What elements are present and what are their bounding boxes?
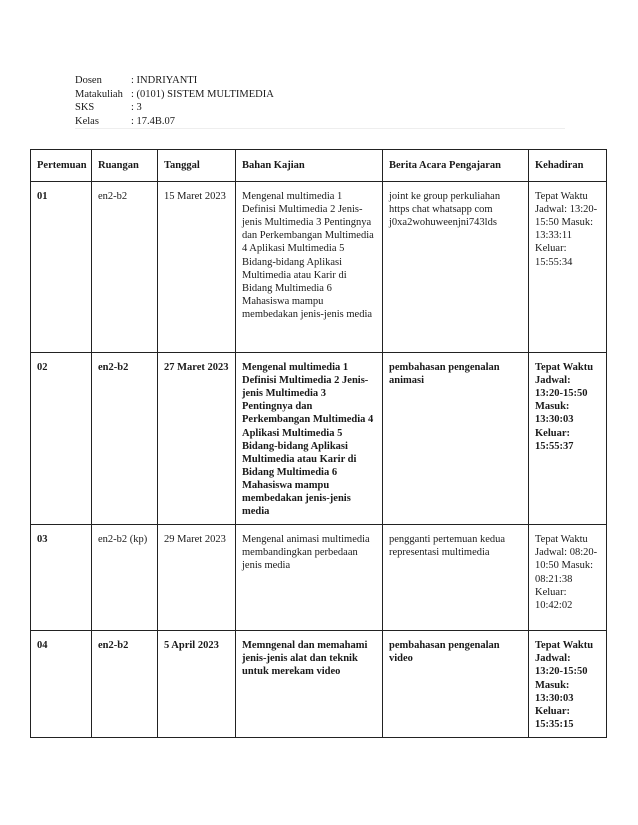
cell-berita-acara: pembahasan pengenalan animasi	[383, 353, 529, 525]
cell-tanggal: 5 April 2023	[158, 631, 236, 738]
header-tanggal: Tanggal	[158, 150, 236, 182]
matakuliah-label: Matakuliah	[75, 88, 123, 100]
cell-ruangan: en2-b2	[92, 182, 158, 353]
cell-bahan-kajian: Mengenal animasi multimedia membandingkan perbedaan jenis media	[236, 525, 383, 631]
info-dosen	[75, 74, 274, 88]
header-berita-acara: Berita Acara Pengajaran	[383, 150, 529, 182]
cell-kehadiran: Tepat Waktu Jadwal: 13:20-15:50 Masuk: 13:30:03 Keluar: 15:55:37	[529, 353, 607, 525]
header-bahan-kajian: Bahan Kajian	[236, 150, 383, 182]
divider	[75, 128, 565, 129]
header-pertemuan: Pertemuan	[31, 150, 92, 182]
cell-ruangan: en2-b2	[92, 631, 158, 738]
cell-berita-acara: joint ke group perkuliahan https chat whatsapp com j0xa2wohuweenjni743lds	[383, 182, 529, 353]
cell-bahan-kajian: Memngenal dan memahami jenis-jenis alat dan teknik untuk merekam video	[236, 631, 383, 738]
info-matakuliah	[75, 88, 274, 102]
kelas-label: Kelas	[75, 115, 99, 127]
cell-bahan-kajian: Mengenal multimedia 1 Definisi Multimedia 2 Jenis-jenis Multimedia 3 Pentingnya dan Perkembangan Multimedia 4 Aplikasi Multimedia 5 Bidang-bidang Aplikasi Multimedia atau Karir di Bidang Multimedia 6 Mahasiswa mampu membedakan jenis-jenis media	[236, 182, 383, 353]
cell-berita-acara: pembahasan pengenalan video	[383, 631, 529, 738]
cell-berita-acara: pengganti pertemuan kedua representasi multimedia	[383, 525, 529, 631]
cell-pertemuan: 03	[31, 525, 92, 631]
table-row	[31, 182, 607, 353]
cell-kehadiran: Tepat Waktu Jadwal: 08:20-10:50 Masuk: 08:21:38 Keluar: 10:42:02	[529, 525, 607, 631]
cell-bahan-kajian: Mengenal multimedia 1 Definisi Multimedia 2 Jenis-jenis Multimedia 3 Pentingnya dan Perkembangan Multimedia 4 Aplikasi Multimedia 5 Bidang-bidang Aplikasi Multimedia atau Karir di Bidang Multimedia 6 Mahasiswa mampu membedakan jenis-jenis media	[236, 353, 383, 525]
cell-ruangan: en2-b2 (kp)	[92, 525, 158, 631]
cell-pertemuan: 04	[31, 631, 92, 738]
matakuliah-value: : (0101) SISTEM MULTIMEDIA	[131, 88, 274, 100]
cell-tanggal: 15 Maret 2023	[158, 182, 236, 353]
sks-value: : 3	[131, 102, 142, 113]
info-kelas	[75, 115, 274, 129]
header-ruangan: Ruangan	[92, 150, 158, 182]
table-row	[31, 353, 607, 525]
cell-tanggal: 29 Maret 2023	[158, 525, 236, 631]
cell-pertemuan: 02	[31, 353, 92, 525]
cell-pertemuan: 01	[31, 182, 92, 353]
cell-kehadiran: Tepat Waktu Jadwal: 13:20-15:50 Masuk: 13:33:11 Keluar: 15:55:34	[529, 182, 607, 353]
attendance-table	[30, 149, 607, 738]
kelas-value: : 17.4B.07	[131, 115, 176, 127]
cell-tanggal: 27 Maret 2023	[158, 353, 236, 525]
cell-kehadiran: Tepat Waktu Jadwal: 13:20-15:50 Masuk: 13:30:03 Keluar: 15:35:15	[529, 631, 607, 738]
header-kehadiran: Kehadiran	[529, 150, 607, 182]
cell-ruangan: en2-b2	[92, 353, 158, 525]
dosen-value: : INDRIYANTI	[131, 75, 198, 86]
sks-label: SKS	[75, 102, 95, 113]
table-header-row	[31, 150, 607, 182]
dosen-label: Dosen	[75, 75, 102, 86]
info-sks	[75, 101, 274, 115]
table-row	[31, 525, 607, 631]
table-row	[31, 631, 607, 738]
course-info	[75, 74, 274, 128]
